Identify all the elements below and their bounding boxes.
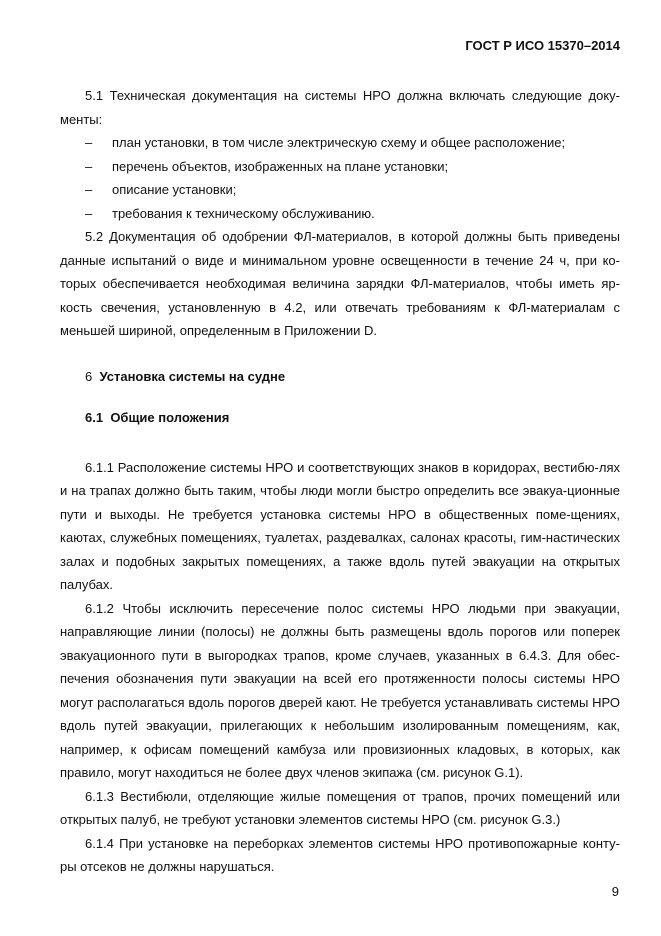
subsection-6-1-title: Общие положения bbox=[110, 410, 230, 425]
section-6-title: Установка системы на судне bbox=[99, 368, 286, 384]
list-dash: – bbox=[85, 158, 93, 174]
list-item bbox=[60, 155, 620, 179]
list-dash: – bbox=[85, 205, 93, 221]
list-item-text: требования к техническому обслуживанию. bbox=[112, 205, 375, 221]
paragraph-6-1-1: 6.1.1 Расположение системы НРО и соответствующих знаков в коридорах, вестибю-лях и на трапах должно быть таким, чтобы люди могли быстро определить все эвакуа-ционные пути и выходы. Не требуется установка системы НРО в общественных поме-щениях, каютах, служебных помещениях, туалетах, раздевалках, салонах красоты, гим-настических залах и подобных закрытых помещениях, а также вдоль путей эвакуации на открытых палубах. bbox=[60, 459, 620, 592]
paragraph-5-1: 5.1 Техническая документация на системы НРО должна включать следующие доку-менты: bbox=[60, 88, 620, 127]
list-item bbox=[60, 131, 620, 155]
list-item bbox=[60, 202, 620, 226]
paragraph-6-1-2: 6.1.2 Чтобы исключить пересечение полос системы НРО людьми при эвакуации, направляющие линии (полосы) не должны быть размещены вдоль порогов или поперек эвакуационного пути в выгородках трапов, кроме случаев, указанных в 6.4.3. Для обес-печения обозначения пути эвакуации на всей его протяженности полосы системы НРО могут располагаться вдоль порогов дверей кают. Не требуется устанавливать системы НРО вдоль путей эвакуации, прилегающих к небольшим изолированным помещениям, как, например, к офисам помещений камбуза или провизионных кладовых, в которых, как правило, могут находиться не более двух членов экипажа (см. рисунок G.1). bbox=[60, 600, 620, 780]
section-6-heading bbox=[60, 365, 620, 389]
list-item-text: перечень объектов, изображенных на плане установки; bbox=[112, 158, 449, 174]
list-item-text: описание установки; bbox=[112, 182, 237, 197]
subsection-6-1-number: 6.1 bbox=[85, 410, 104, 425]
list-item-text: план установки, в том числе электрическую схему и общее расположение; bbox=[112, 135, 566, 150]
subsection-6-1-heading bbox=[60, 406, 620, 430]
page-number: 9 bbox=[611, 884, 619, 899]
paragraph-6-1-4: 6.1.4 При установке на переборках элементов системы НРО противопожарные конту-ры отсеков не должны нарушаться. bbox=[60, 835, 620, 874]
page-content bbox=[60, 84, 620, 879]
paragraph-6-1-3: 6.1.3 Вестибюли, отделяющие жилые помещения от трапов, прочих помещений или открытых палуб, не требуют установки элементов системы НРО (см. рисунок G.3.) bbox=[60, 788, 620, 827]
list-item bbox=[60, 178, 620, 202]
section-6-number: 6 bbox=[85, 368, 93, 384]
document-header: ГОСТ Р ИСО 15370–2014 bbox=[465, 38, 620, 53]
paragraph-5-2: 5.2 Документация об одобрении ФЛ-материалов, в которой должны быть приведены данные испытаний о виде и минимальном уровне освещенности в течение 24 ч, при ко-торых обеспечивается необходимая величина зарядки ФЛ-материалов, чтобы иметь яр-кость свечения, установленную в 4.2, или отвечать требованиям к ФЛ-материалам с меньшей шириной, определенным в Приложении D. bbox=[60, 229, 620, 338]
list-dash: – bbox=[85, 135, 93, 150]
list-dash: – bbox=[85, 182, 93, 197]
